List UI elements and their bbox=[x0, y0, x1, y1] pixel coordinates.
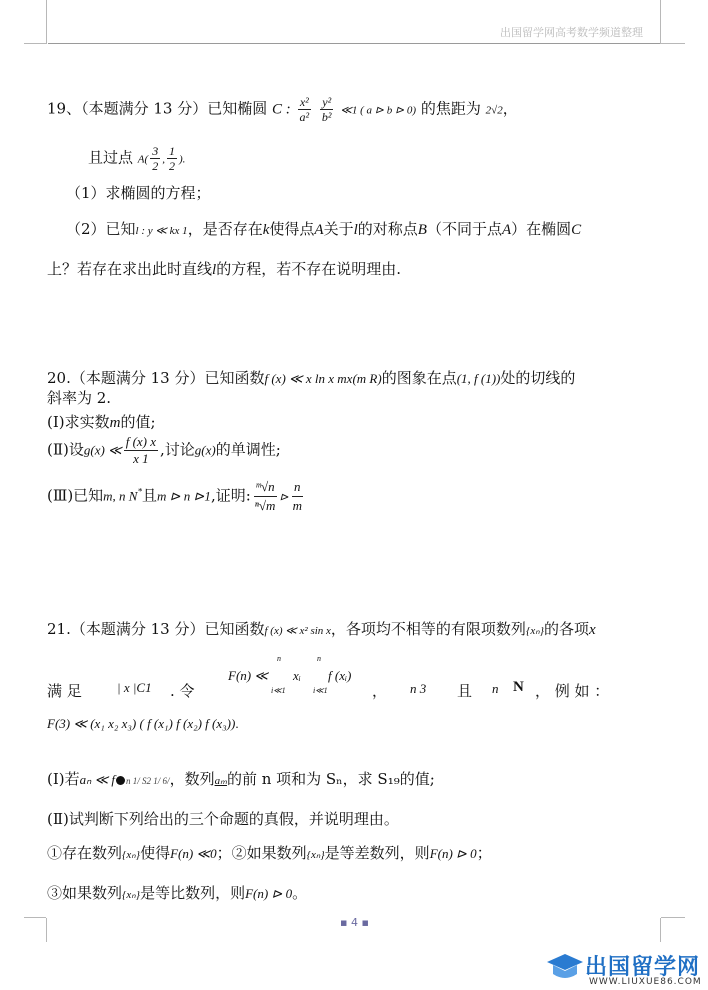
q20-frac-g: $\frac{f (x) x}{x 1}$ bbox=[125, 434, 157, 466]
q19-a2: a² bbox=[299, 110, 310, 124]
q21-glitch-blot bbox=[116, 776, 125, 785]
q19-frac-y bbox=[320, 95, 334, 124]
q19-number: 19、（本题满分 13 分）已知椭圆 bbox=[47, 99, 268, 118]
q21-claim-3: ③如果数列{xₙ}是等比数列，则F(n) ⊳ 0。 bbox=[47, 884, 308, 902]
q20-frac-nm: $\frac{n}{m}$ bbox=[292, 479, 302, 513]
q19-frac-3-2: $\frac{3}{2}$ bbox=[152, 144, 159, 173]
q19-part1: （1）求椭圆的方程； bbox=[66, 184, 211, 202]
crop-mark-bottom-left-v bbox=[46, 918, 47, 942]
q19-line1 bbox=[47, 95, 518, 124]
q21-qie: 且 bbox=[457, 682, 473, 700]
q21-N: N bbox=[513, 679, 524, 695]
q19-x2: x² bbox=[299, 95, 309, 109]
q21-claims-1-2: ①存在数列{xₙ}使得F(n) ≪0；②如果数列{xₙ}是等差数列，则F(n) ⊳ 0； bbox=[47, 844, 492, 862]
q19-y2: y² bbox=[322, 95, 332, 109]
crop-mark-top-left-v bbox=[46, 0, 47, 44]
brand-url: WWW.LIUXUE86.COM bbox=[589, 977, 702, 987]
crop-mark-top-right-v bbox=[660, 0, 661, 44]
q21-sub2: (Ⅱ)试判断下列给出的三个命题的真假，并说明理由。 bbox=[47, 810, 399, 828]
q20-line2: 斜率为 2. bbox=[47, 389, 112, 407]
q19-frac-1-2: $\frac{1}{2}$ bbox=[168, 144, 175, 173]
q21-ling: . 令 bbox=[170, 682, 195, 700]
crop-mark-top-left-h bbox=[24, 43, 46, 44]
q21-F3: F(3) ≪ (x₁ x₂ x₃) ( f (x₁) f (x₂) f (x₃)). bbox=[47, 716, 239, 731]
q19-part2-line2: 上？若存在求出此时直线l的方程，若不存在说明理由. bbox=[47, 260, 401, 278]
q21-satisfy-label: 满 足 bbox=[47, 682, 82, 700]
q19-line2-prefix: 且过点 bbox=[88, 148, 134, 167]
crop-mark-bottom-right-h bbox=[661, 917, 685, 918]
graduation-cap-icon bbox=[545, 950, 585, 984]
q19-ellipse-c: C : bbox=[272, 101, 291, 118]
q21-sum1-bot: i≪1 bbox=[271, 686, 286, 695]
q21-Fn: F(n) ≪ bbox=[228, 668, 268, 683]
crop-mark-bottom-right-v bbox=[660, 918, 661, 942]
q21-sum2-top: n bbox=[317, 654, 321, 663]
q19-b2: b² bbox=[321, 110, 332, 124]
q21-sum2-bot: i≪1 bbox=[313, 686, 328, 695]
q20-line1: 20.（本题满分 13 分）已知函数f (x) ≪ x ln x mx(m R)的图象在点(1, f (1))处的切线的 bbox=[47, 369, 576, 387]
q19-part2: （2）已知l : y ≪ kx 1，是否存在k使得点A关于l的对称点B（不同于点A）在椭圆C bbox=[66, 220, 582, 238]
crop-mark-bottom-left-h bbox=[24, 917, 46, 918]
q21-n: n bbox=[492, 681, 499, 696]
q19-line2: 且过点 A( $\frac{3}{2}$ , $\frac{1}{2}$ ). bbox=[88, 144, 186, 173]
q21-comma: ， bbox=[372, 682, 388, 700]
q21-sum2-fx: f (xᵢ) bbox=[328, 668, 352, 683]
q21-sum1-top: n bbox=[277, 654, 281, 663]
q21-sub1: (Ⅰ)若aₙ ≪ f n 1/ S2 1/ 6/，数列aₘ的前 n 项和为 Sₙ，求 S₁₉的值; bbox=[47, 770, 435, 788]
q19-frac-x bbox=[298, 95, 312, 124]
q21-n3: n 3 bbox=[410, 681, 427, 696]
q21-line1: 21.（本题满分 13 分）已知函数f (x) ≪ x² sin x，各项均不相等的有限项数列{xₙ}的各项x bbox=[47, 620, 596, 638]
brand-logo bbox=[545, 950, 705, 986]
q20-part2: (Ⅱ)设g(x) ≪ $\frac{f (x) x}{x 1}$ ,讨论g(x)的单调性; bbox=[47, 434, 281, 466]
q21-sum1-xi: xᵢ bbox=[293, 668, 301, 683]
q21-abs-x: | x |C1 bbox=[117, 680, 152, 695]
q20-frac-roots: $\frac{\text{ᵐ√n}}{\text{ⁿ√m}}$ bbox=[254, 479, 276, 513]
q19-focal-value: 2√2 bbox=[485, 104, 503, 117]
page-number: ▪ 4 ▪ bbox=[340, 916, 369, 929]
header-site-text: 出国留学网高考数学频道整理 bbox=[500, 26, 643, 39]
q19-line1-end: ， bbox=[502, 99, 518, 118]
q19-point-end: ). bbox=[178, 153, 186, 166]
q19-point-a: A( bbox=[137, 153, 149, 166]
q19-focal-text: 的焦距为 bbox=[420, 99, 481, 118]
q20-part1: (Ⅰ)求实数m的值; bbox=[47, 413, 156, 431]
q21-example: ， 例 如 ： bbox=[535, 682, 610, 700]
q20-function: f (x) ≪ x ln x mx(m R) bbox=[264, 371, 382, 386]
q19-condition: ≪1 ( a ⊳ b ⊳ 0) bbox=[340, 104, 417, 117]
crop-mark-top-right-h bbox=[661, 43, 685, 44]
header-rule bbox=[48, 43, 660, 44]
q19-line-eq: l : y ≪ kx 1 bbox=[135, 225, 188, 237]
brand-name: 出国留学网 bbox=[585, 955, 701, 980]
q20-part3: (Ⅲ)已知m, n N*且m ⊳ n ⊳1,证明: $\frac{\text{ᵐ√n}}{\text{ⁿ√m}}$ ⊳ $\frac{n}{m}$ bbox=[47, 479, 302, 513]
